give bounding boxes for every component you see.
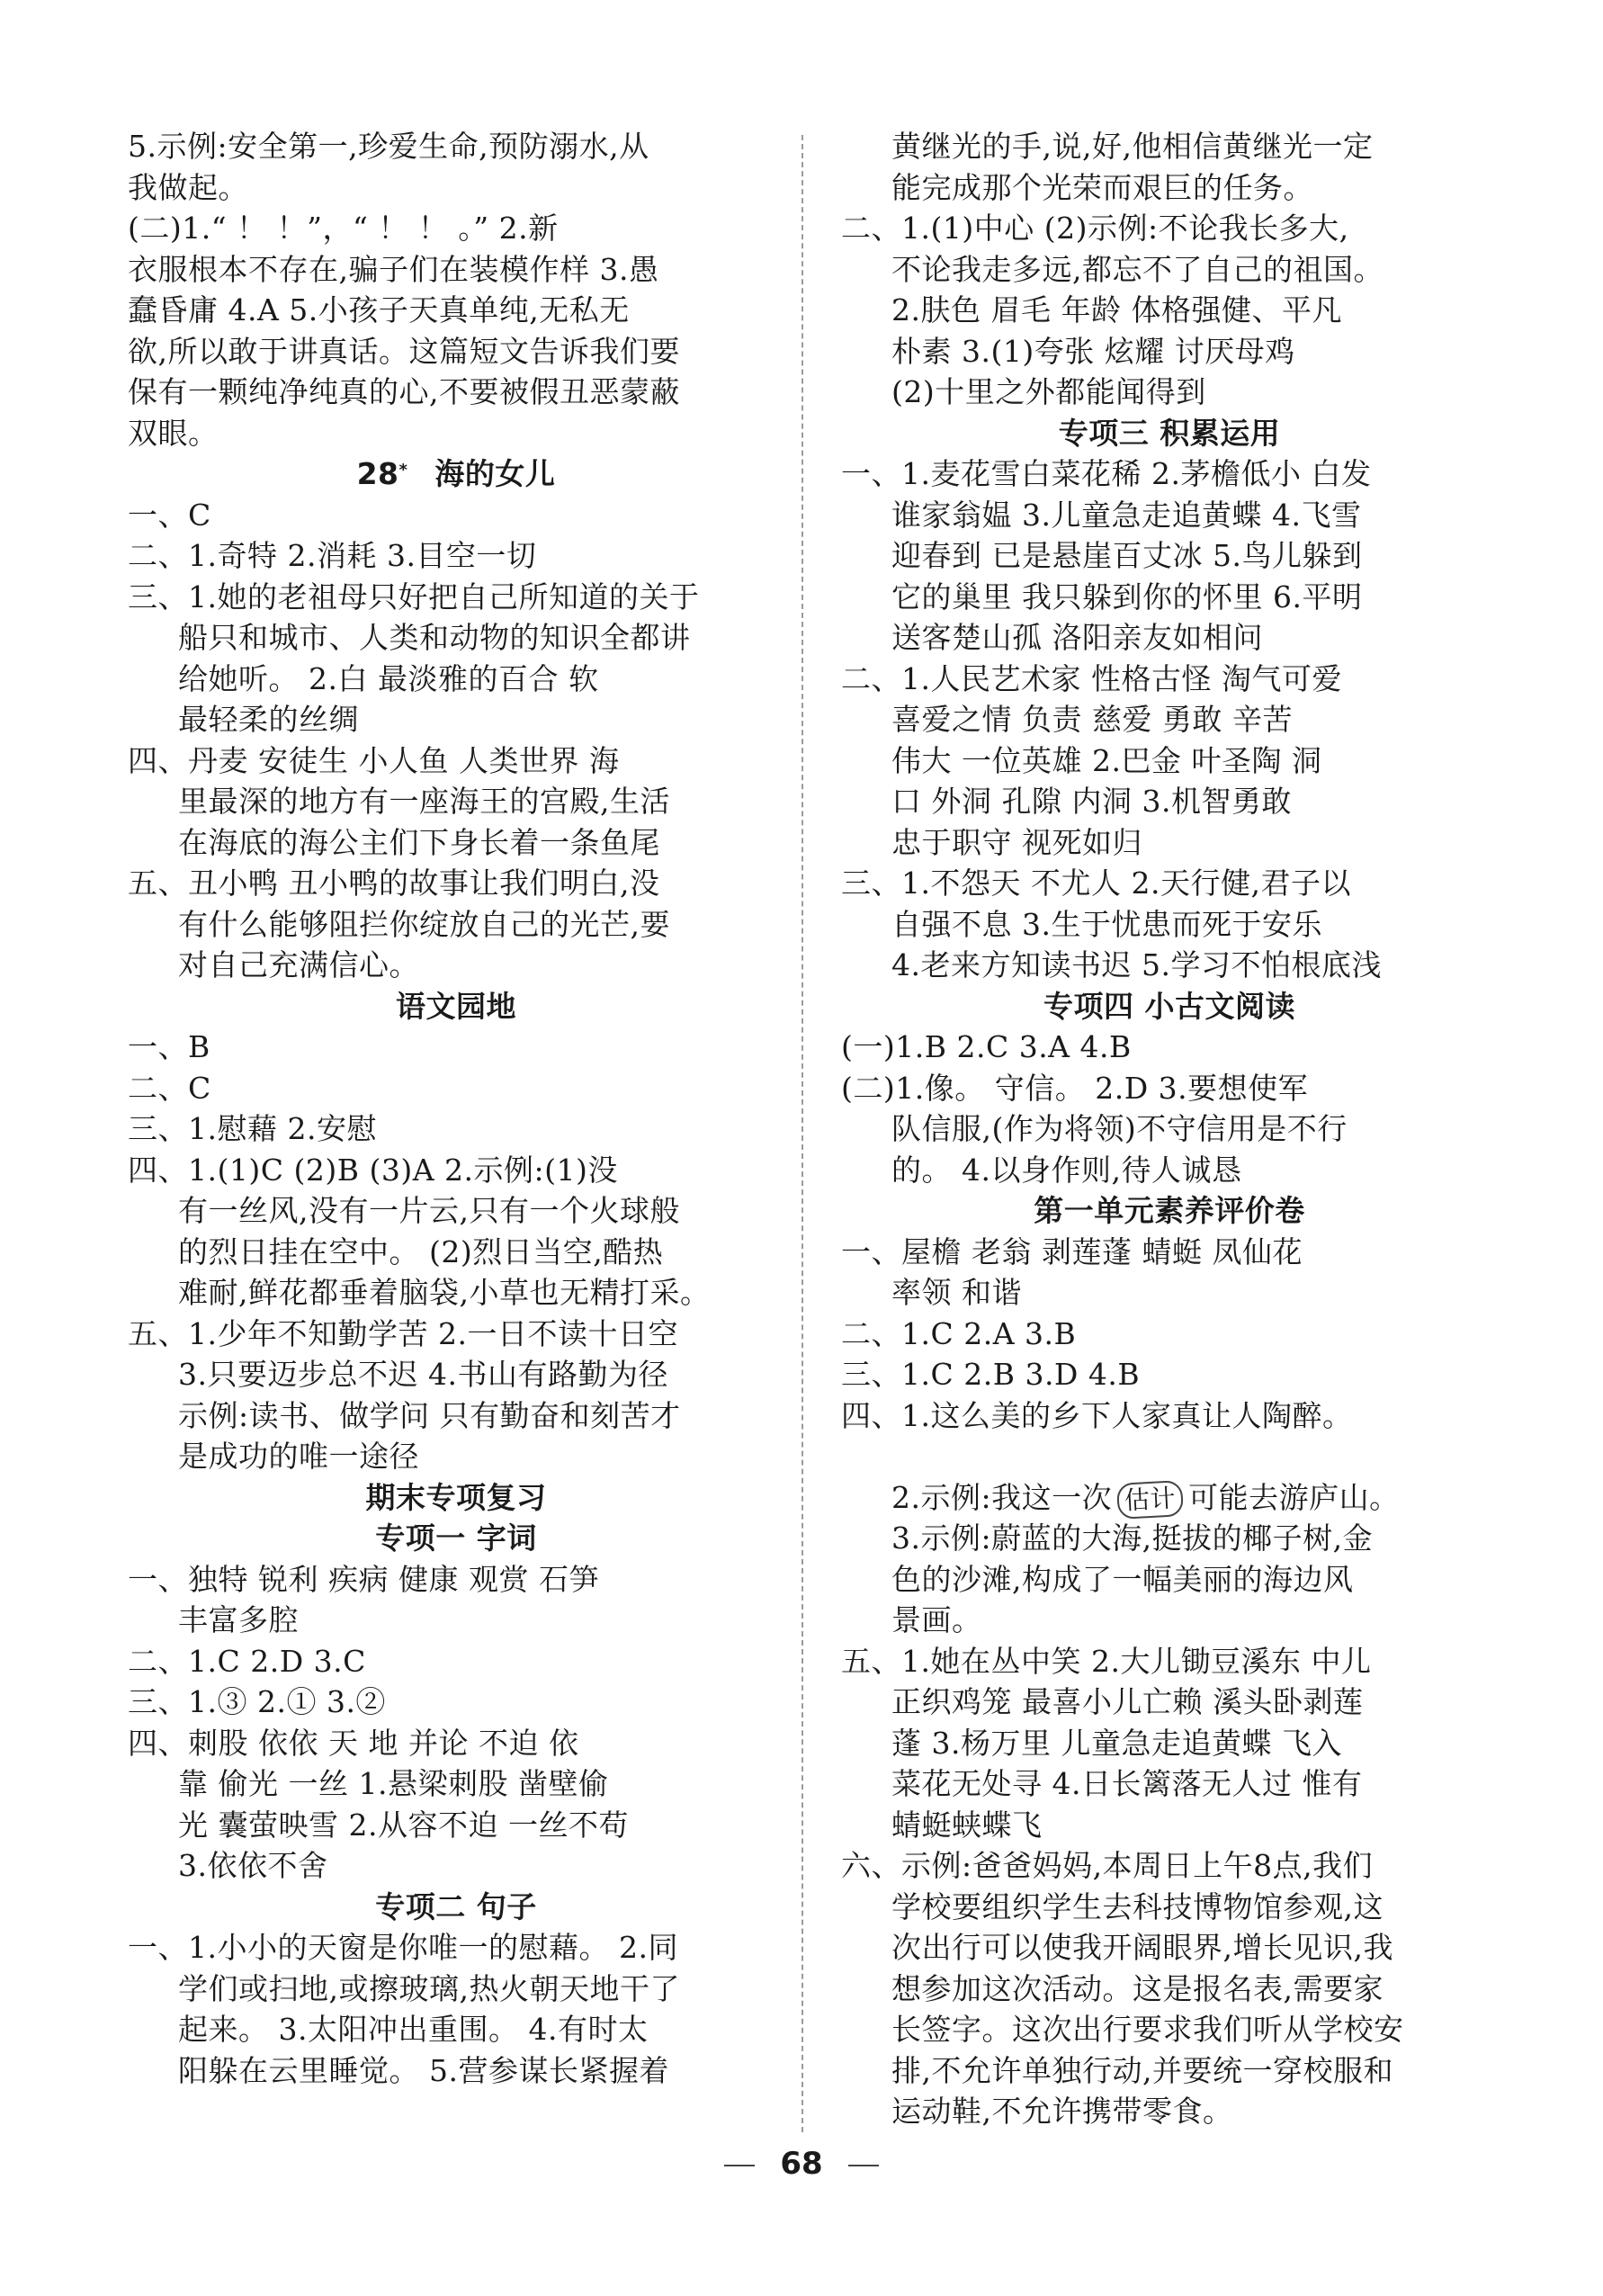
line-text: 示例:读书、做学问 只有勤奋和刻苦才 [178,1397,681,1433]
line-text: 长签字。这次出行要求我们听从学校安 [891,2012,1404,2047]
answer-line [128,535,784,577]
section-heading [128,986,784,1027]
line-text: 光 囊萤映雪 2.从容不迫 一丝不苟 [178,1807,629,1843]
line-text: 学校要组织学生去科技博物馆参观,这 [891,1888,1384,1924]
page-number: 68 [780,2146,823,2182]
answer-line [128,413,784,454]
line-text: 二、1.C 2.D 3.C [128,1643,366,1679]
line-text: 运动鞋,不允许携带零食。 [891,2094,1233,2129]
line-text: 专项二 句子 [375,1888,537,1924]
section-heading [128,1887,784,1928]
answer-line [841,290,1498,331]
line-text: 次出行可以使我开阔眼界,增长见识,我 [891,1930,1393,1965]
line-text: 给她听。 2.白 最淡雅的百合 软 [178,660,599,696]
line-text: 四、刺股 依依 天 地 并论 不迫 依 [128,1725,579,1761]
answer-line [128,1559,784,1601]
section-heading [128,1477,784,1519]
answer-line [841,945,1498,986]
line-text: 蜻蜓蛱蝶飞 [891,1807,1043,1843]
footer-dash-left [724,2165,755,2166]
answer-line [841,1027,1498,1068]
line-text: 保有一颗纯净纯真的心,不要被假丑恶蒙蔽 [128,374,680,409]
line-text: 二、1.人民艺术家 性格古怪 淘气可爱 [841,660,1342,696]
line-text: 口 外洞 孔隙 内洞 3.机智勇敢 [891,784,1292,819]
answer-line [128,1805,784,1846]
line-text: 专项三 积累运用 [1058,415,1281,451]
line-text: 海的女儿 [434,456,556,491]
answer-line [841,1887,1498,1928]
answer-line [841,577,1498,618]
answer-line [128,249,784,291]
answer-line [128,126,784,167]
line-text: 我做起。 [128,169,248,205]
line-text: 能完成那个光荣而艰巨的任务。 [891,169,1313,205]
answer-line [128,1314,784,1355]
answer-line [841,659,1498,700]
line-text: 五、丑小鸭 丑小鸭的故事让我们明白,没 [128,865,660,901]
line-text: 蓬 3.杨万里 儿童急走追黄蝶 飞入 [891,1725,1342,1761]
answer-line [128,1354,784,1395]
answer-line [128,1845,784,1887]
answer-line [128,822,784,864]
line-text-continued: 可能去游庐山。 [1188,1479,1400,1515]
answer-line [841,699,1498,740]
line-text: 自强不息 3.生于忧患而死于安乐 [891,906,1322,942]
line-text: 五、1.她在丛中笑 2.大儿锄豆溪东 中儿 [841,1643,1372,1679]
answer-line [841,167,1498,209]
line-text: 3.示例:蔚蓝的大海,挺拔的椰子树,金 [891,1520,1374,1556]
line-text: (二)1.像。 守信。 2.D 3.要想使军 [841,1070,1309,1106]
answer-line [128,208,784,249]
line-text: 的。 4.以身作则,待人诚恳 [891,1152,1242,1188]
answer-line [841,2091,1498,2132]
answer-line [128,495,784,536]
section-heading [841,986,1498,1027]
line-text: 黄继光的手,说,好,他相信黄继光一定 [891,129,1374,164]
line-text: 三、1.慰藉 2.安慰 [128,1111,377,1146]
line-text: 有一丝风,没有一片云,只有一个火球般 [178,1193,680,1228]
line-text: 四、1.(1)C (2)B (3)A 2.示例:(1)没 [128,1152,618,1188]
line-text: 队信服,(作为将领)不守信用是不行 [891,1111,1348,1146]
answer-line [841,1272,1498,1314]
answer-line [128,863,784,904]
answer-line [128,740,784,782]
line-text: 难耐,鲜花都垂着脑袋,小草也无精打采。 [178,1275,711,1310]
line-text: 衣服根本不存在,骗子们在装模作样 3.愚 [128,251,659,287]
answer-line [841,1068,1498,1109]
answer-line [128,1600,784,1641]
line-text: 菜花无处寻 4.日长篱落无人过 惟有 [891,1766,1363,1801]
line-text: (一)1.B 2.C 3.A 4.B [841,1029,1132,1064]
answer-line [841,822,1498,864]
answer-line [128,617,784,659]
answer-line [841,1559,1498,1601]
answer-line [841,1969,1498,2010]
line-text: 想参加这次活动。这是报名表,需要家 [891,1970,1384,2006]
answer-line [841,781,1498,822]
answer-line [128,331,784,372]
answer-line [128,1436,784,1477]
line-text: 四、丹麦 安徒生 小人鱼 人类世界 海 [128,742,620,778]
answer-line [128,1723,784,1764]
line-text: 3.依依不舍 [178,1848,328,1883]
line-text: 一、B [128,1029,210,1064]
answer-line [128,1395,784,1437]
line-text: 四、1.这么美的乡下人家真让人陶醉。 [841,1397,1353,1433]
line-text: 里最深的地方有一座海王的宫殿,生活 [178,784,670,819]
answer-line [128,577,784,618]
answer-line [128,1682,784,1723]
line-text: 双眼。 [128,415,219,451]
answer-line [841,1641,1498,1682]
line-text: 对自己充满信心。 [178,947,419,982]
column-divider [802,135,803,2132]
line-text: 丰富多腔 [178,1602,299,1637]
answer-line [841,249,1498,291]
right-column [841,126,1498,2132]
line-text: 靠 偷光 一丝 1.悬梁刺股 凿壁偷 [178,1766,609,1801]
line-text: 朴素 3.(1)夸张 炫耀 讨厌母鸡 [891,333,1295,369]
page-footer [0,2146,1603,2182]
answer-line [128,1272,784,1314]
line-text: 忠于职守 视死如归 [891,824,1142,860]
line-text: 阳躲在云里睡觉。 5.营参谋长紧握着 [178,2052,669,2088]
answer-line [128,1927,784,1969]
answer-line [841,1600,1498,1641]
line-text: 三、1.她的老祖母只好把自己所知道的关于 [128,578,700,614]
line-text: 在海底的海公主们下身长着一条鱼尾 [178,824,660,860]
line-text: 蠢昏庸 4.A 5.小孩子天真单纯,无私无 [128,292,630,327]
line-text: 欲,所以敢于讲真话。这篇短文告诉我们要 [128,333,680,369]
line-text: 伟大 一位英雄 2.巴金 叶圣陶 洞 [891,742,1322,778]
line-text: 迎春到 已是悬崖百丈冰 5.鸟儿躲到 [891,538,1363,573]
section-heading [128,1518,784,1559]
answer-line [128,1763,784,1805]
line-text: 送客楚山孤 洛阳亲友如相问 [891,620,1263,655]
answer-line [128,167,784,209]
answer-line [128,2009,784,2050]
answer-line [841,1108,1498,1150]
section-heading [128,453,784,495]
line-text: 一、1.麦花雪白菜花稀 2.茅檐低小 白发 [841,456,1372,491]
line-text: 喜爱之情 负责 慈爱 勇敢 辛苦 [891,702,1293,737]
answer-line [841,126,1498,167]
line-text: 最轻柔的丝绸 [178,702,359,737]
answer-line [841,495,1498,536]
answer-line [841,1518,1498,1559]
answer-line [841,1927,1498,1969]
section-heading [841,1190,1498,1232]
line-text: 4.老来方知读书迟 5.学习不怕根底浅 [891,947,1382,982]
footer-dash-right [848,2165,879,2166]
line-text: 5.示例:安全第一,珍爱生命,预防溺水,从 [128,129,649,164]
answer-line [841,617,1498,659]
line-text: 三、1.C 2.B 3.D 4.B [841,1357,1141,1392]
answer-line [128,781,784,822]
lesson-number: 28 [356,456,399,491]
answer-line [841,1763,1498,1805]
line-text: 3.只要迈步总不迟 4.书山有路勤为径 [178,1357,668,1392]
line-text: 六、示例:爸爸妈妈,本周日上午8点,我们 [841,1848,1374,1883]
line-text: 是成功的唯一途径 [178,1439,419,1474]
line-text: 率领 和谐 [891,1275,1022,1310]
answer-line [841,1150,1498,1191]
answer-line [841,372,1498,413]
line-text: 色的沙滩,构成了一幅美丽的海边风 [891,1561,1354,1597]
line-text: 语文园地 [396,988,516,1024]
line-text: 二、1.奇特 2.消耗 3.目空一切 [128,538,537,573]
line-text: 的烈日挂在空中。 (2)烈日当空,酷热 [178,1233,664,1269]
line-text: 一、独特 锐利 疾病 健康 观赏 石笋 [128,1561,599,1597]
line-text: 二、1.(1)中心 (2)示例:不论我长多大, [841,211,1349,246]
answer-line [128,1068,784,1109]
handwritten-answer: 估计 [1116,1480,1184,1520]
answer-line [841,1395,1498,1437]
answer-line [841,1232,1498,1273]
answer-line [841,2009,1498,2050]
line-text: 2.肤色 眉毛 年龄 体格强健、平凡 [891,292,1342,327]
answer-line [841,453,1498,495]
answer-line [128,904,784,946]
answer-line [128,945,784,986]
line-text: 谁家翁媪 3.儿童急走追黄蝶 4.飞雪 [891,497,1362,533]
line-text: (二)1.“ ！ ！”，“ ！ ！ 。” 2.新 [128,211,559,246]
answer-line [841,1723,1498,1764]
optional-lesson-mark: * [399,461,408,480]
line-text: 排,不允许单独行动,并要统一穿校服和 [891,2052,1393,2088]
answer-line [128,1641,784,1682]
line-text: 一、屋檐 老翁 剥莲蓬 蜻蜓 凤仙花 [841,1233,1303,1269]
section-heading [841,413,1498,454]
answer-line [841,208,1498,249]
answer-line [128,1150,784,1191]
line-text: 五、1.少年不知勤学苦 2.一日不读十日空 [128,1315,678,1351]
answer-line [841,1845,1498,1887]
answer-line [841,1314,1498,1355]
answer-line [128,1027,784,1068]
answer-line [128,659,784,700]
line-text: 一、1.小小的天窗是你唯一的慰藉。 2.同 [128,1930,678,1965]
line-text: (2)十里之外都能闻得到 [891,374,1206,409]
answer-line [841,1436,1498,1477]
line-text: 二、1.C 2.A 3.B [841,1315,1077,1351]
answer-line [841,863,1498,904]
line-text: 三、1.③ 2.① 3.② [128,1684,386,1719]
line-text: 三、1.不怨天 不尤人 2.天行健,君子以 [841,865,1351,901]
left-column [128,126,784,2091]
line-text: 2.示例:我这一次 [891,1479,1113,1515]
line-text: 期末专项复习 [365,1479,547,1515]
answer-line [128,1969,784,2010]
line-text: 它的巢里 我只躲到你的怀里 6.平明 [891,578,1363,614]
line-text: 不论我走多远,都忘不了自己的祖国。 [891,251,1384,287]
answer-line [128,1190,784,1232]
line-text: 专项四 小古文阅读 [1043,988,1295,1024]
answer-line [841,1354,1498,1395]
answer-line [841,1805,1498,1846]
line-text: 学们或扫地,或擦玻璃,热火朝天地干了 [178,1970,680,2006]
answer-line [128,290,784,331]
answer-line [841,1682,1498,1723]
line-text: 起来。 3.太阳冲出重围。 4.有时太 [178,2012,649,2047]
answer-line [128,1108,784,1150]
line-text: 一、C [128,497,211,533]
answer-line [841,904,1498,946]
answer-line [841,331,1498,372]
line-text: 船只和城市、人类和动物的知识全都讲 [178,620,691,655]
answer-line [841,1477,1498,1519]
line-text: 二、C [128,1070,211,1106]
line-text: 专项一 字词 [375,1520,537,1556]
answer-line [841,2050,1498,2092]
line-text: 有什么能够阻拦你绽放自己的光芒,要 [178,906,670,942]
line-text: 第一单元素养评价卷 [1034,1193,1305,1228]
line-text: 正织鸡笼 最喜小儿亡赖 溪头卧剥莲 [891,1684,1364,1719]
answer-line [128,2050,784,2092]
answer-line [841,740,1498,782]
answer-line [128,1232,784,1273]
answer-line [128,699,784,740]
line-text: 景画。 [891,1602,982,1637]
answer-line [128,372,784,413]
answer-line [841,535,1498,577]
